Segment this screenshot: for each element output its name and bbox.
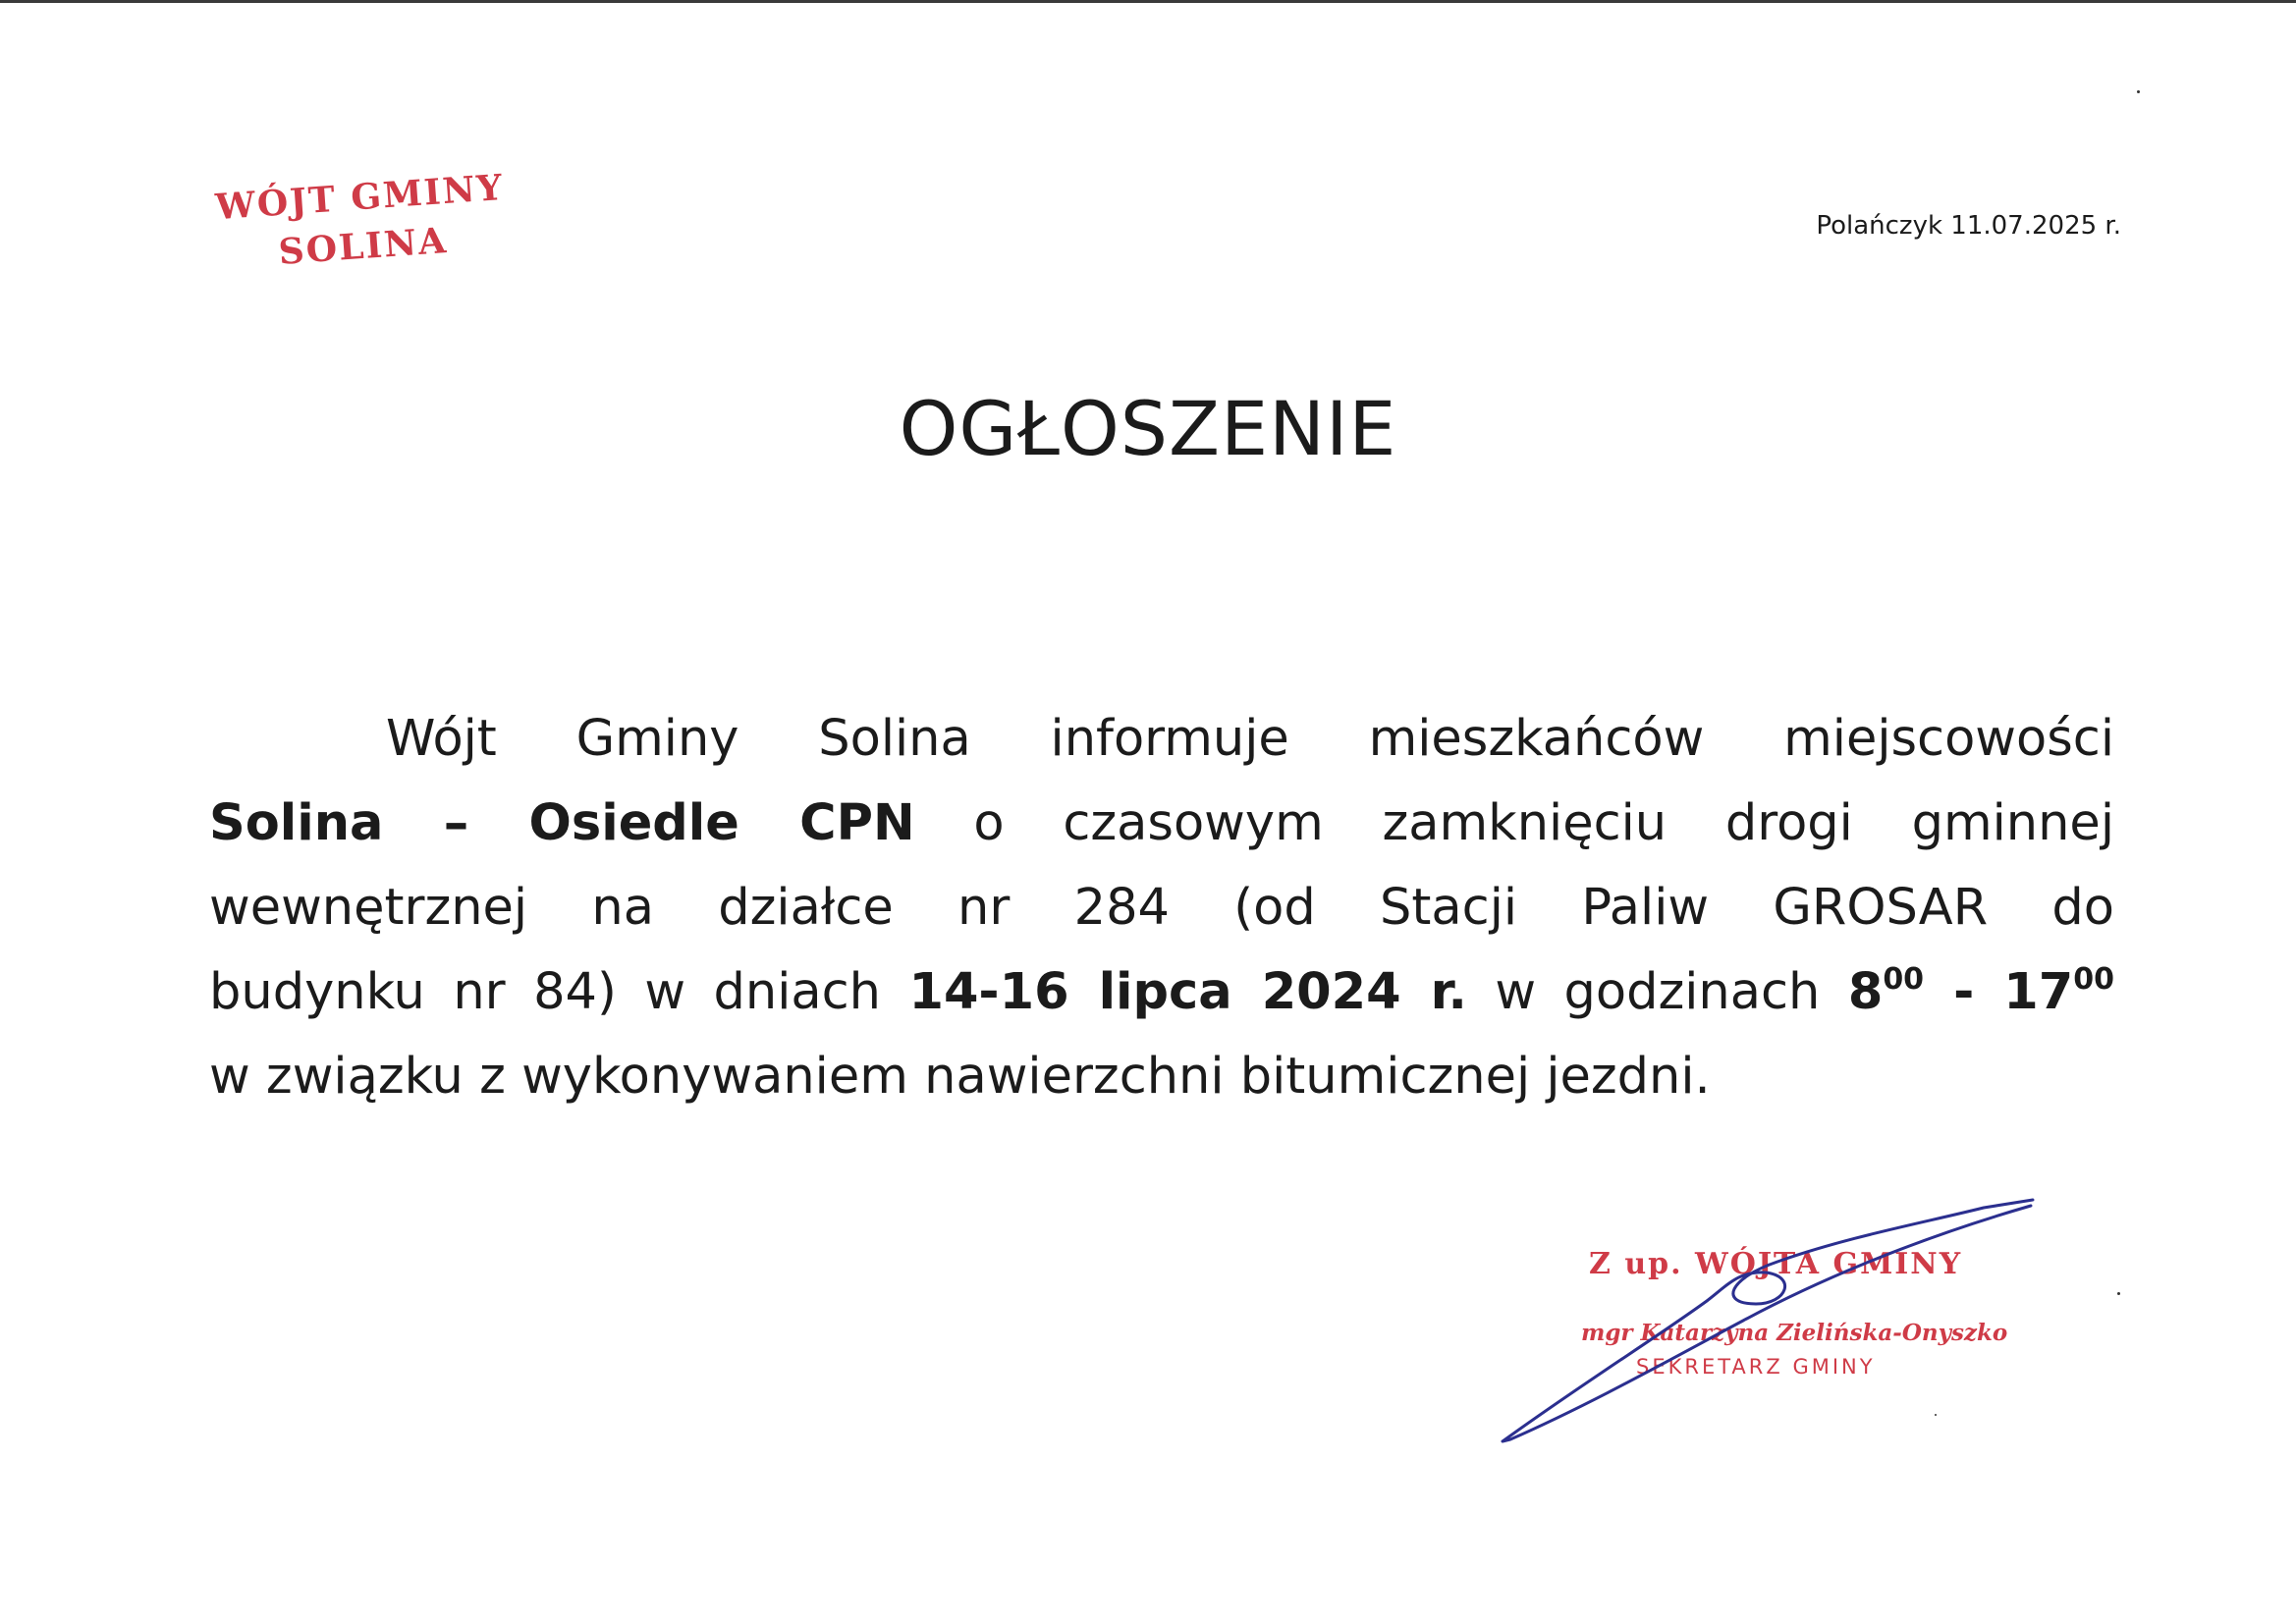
body-text-1: Wójt Gminy Solina informuje mieszkańców miejscowości — [386, 710, 2114, 768]
office-stamp-line1: WÓJT GMINY — [214, 166, 506, 229]
time-from-minutes: 00 — [1883, 962, 1925, 997]
location-name: Solina – Osiedle CPN — [209, 794, 915, 852]
time-from-hour: 8 — [1847, 963, 1884, 1021]
body-line-2 — [209, 782, 2114, 866]
announcement-body — [209, 697, 2114, 1119]
time-to-hour: 17 — [2003, 963, 2074, 1021]
body-line-1 — [209, 697, 2114, 782]
office-stamp-line2: SOLINA — [277, 219, 450, 273]
office-stamp — [191, 161, 531, 282]
scan-top-edge — [0, 0, 2296, 3]
handwritten-signature — [1493, 1188, 2043, 1443]
body-text-2: o czasowym zamknięciu drogi gminnej — [914, 794, 2114, 852]
body-text-4b: w godzinach — [1466, 963, 1848, 1021]
document-title: OGŁOSZENIE — [899, 385, 1397, 472]
body-line-5: w związku z wykonywaniem nawierzchni bitumicznej jezdni. — [209, 1048, 1711, 1106]
time-to-minutes: 00 — [2073, 962, 2114, 997]
place-and-date: Polańczyk 11.07.2025 r. — [1816, 211, 2121, 241]
closure-dates: 14-16 lipca 2024 r. — [908, 963, 1467, 1021]
scan-speck — [2117, 1292, 2120, 1295]
body-line-4 — [209, 950, 2114, 1035]
body-line-3: wewnętrznej na działce nr 284 (od Stacji Paliw GROSAR do — [209, 879, 2114, 937]
closure-hours — [1848, 963, 2114, 1021]
signature-stamp-line1: Z up. WÓJTA GMINY — [1589, 1247, 1963, 1281]
time-separator: - — [1924, 963, 2004, 1021]
body-text-4a: budynku nr 84) w dniach — [209, 963, 909, 1021]
signature-block — [1493, 1188, 2043, 1443]
scan-speck — [2137, 90, 2140, 93]
signature-stamp-role: SEKRETARZ GMINY — [1636, 1355, 1876, 1379]
signature-stamp-name: mgr Katarzyna Zielińska-Onyszko — [1581, 1320, 2008, 1346]
